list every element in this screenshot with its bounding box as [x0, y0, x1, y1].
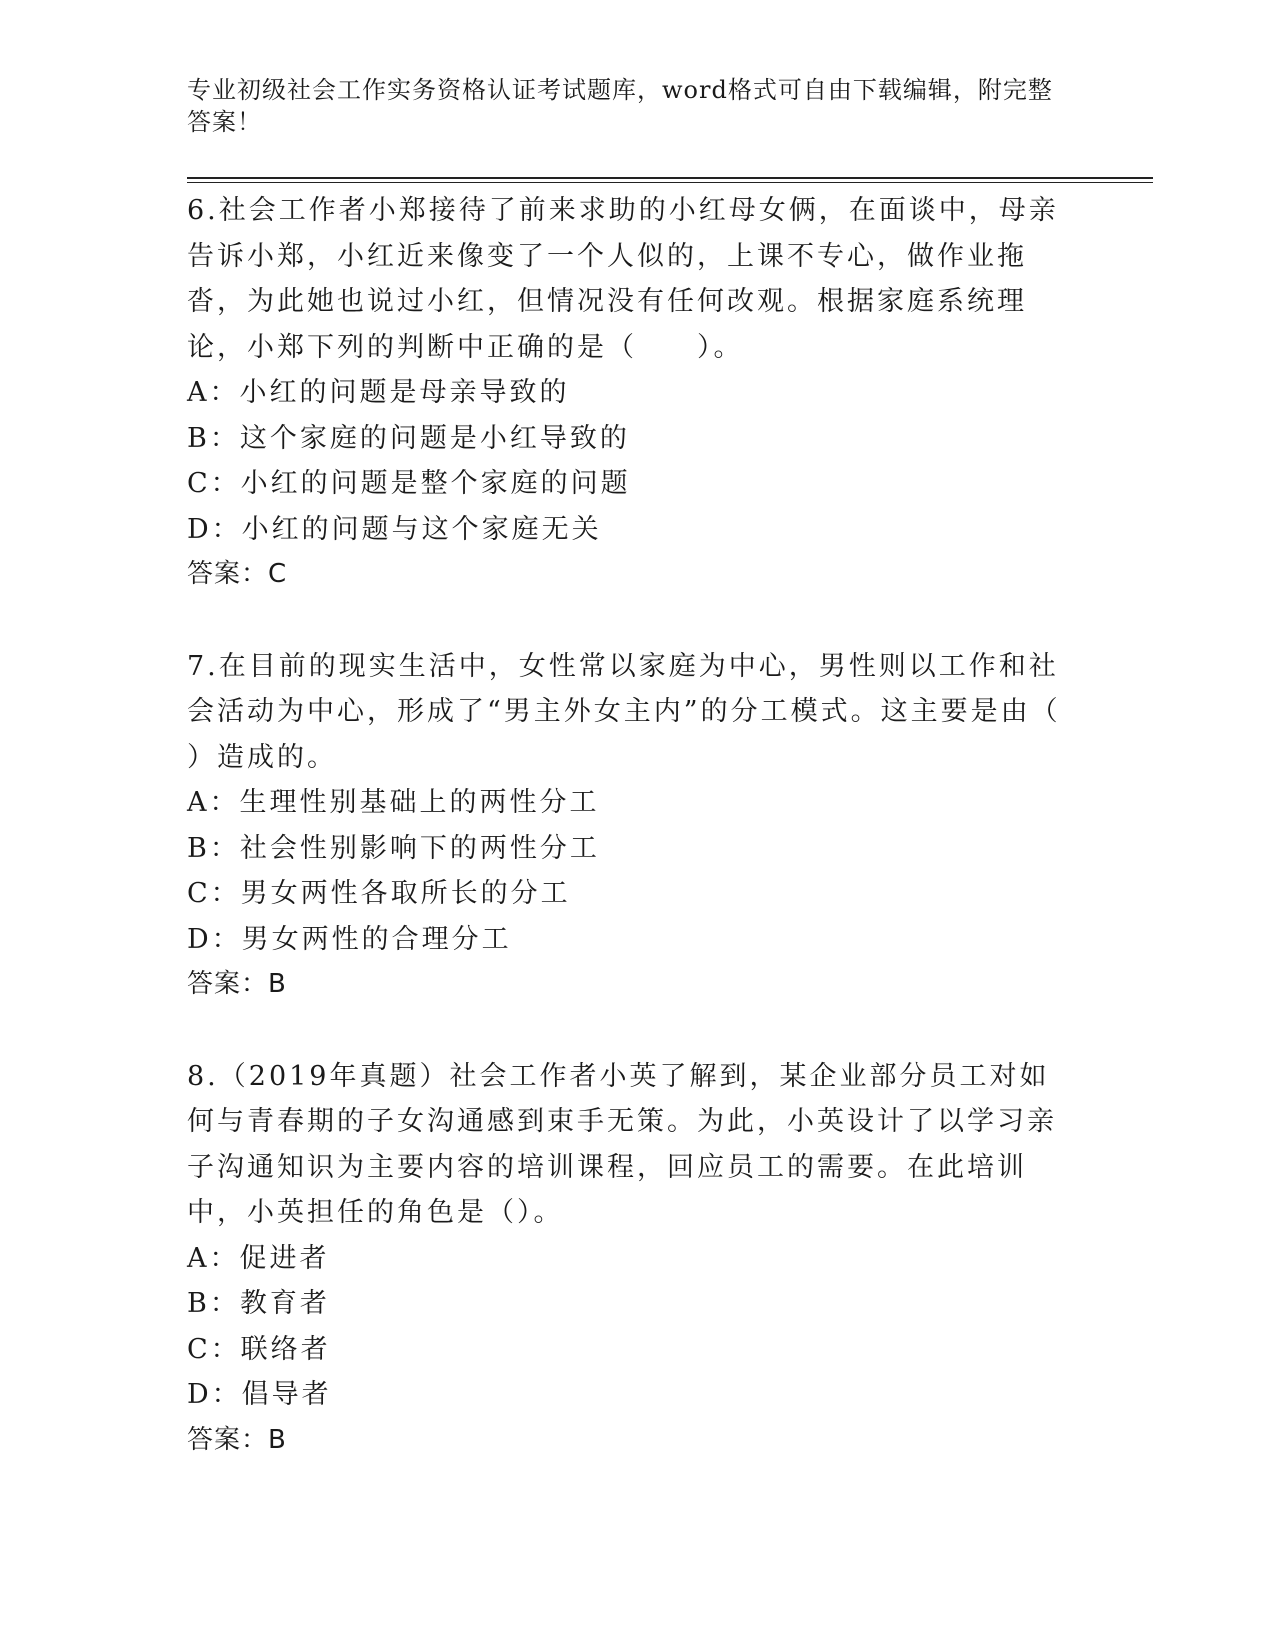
- question-8: [187, 1054, 1067, 1464]
- option-d: D：男女两性的合理分工: [187, 923, 512, 955]
- header-rule-thick: [187, 177, 1153, 179]
- header-rule-thin: [187, 182, 1153, 183]
- option-c: C：男女两性各取所长的分工: [187, 878, 571, 909]
- answer-line: 答案：C: [187, 559, 288, 589]
- question-7: [187, 644, 1067, 1008]
- question-stem: 6.社会工作者小郑接待了前来求助的小红母女俩，在面谈中，母亲告诉小郑，小红近来像变了一个人似的，上课不专心，做作业拖沓，为此她也说过小红，但情况没有任何改观。根据家庭系统理论，小郑下列的判断中正确的是（ ）。: [187, 195, 1059, 363]
- question-stem: 7.在目前的现实生活中，女性常以家庭为中心，男性则以工作和社会活动为中心，形成了“男主外女主内”的分工模式。这主要是由（ ）造成的。: [187, 650, 1061, 773]
- option-b: B：教育者: [187, 1288, 330, 1319]
- option-c: C：小红的问题是整个家庭的问题: [187, 468, 631, 499]
- option-a: A：促进者: [187, 1242, 330, 1274]
- option-d: D：倡导者: [187, 1379, 332, 1410]
- option-d: D：小红的问题与这个家庭无关: [187, 513, 602, 545]
- answer-line: 答案：B: [187, 969, 287, 999]
- option-c: C：联络者: [187, 1333, 331, 1365]
- option-b: B：社会性别影响下的两性分工: [187, 832, 600, 864]
- question-6: [187, 188, 1067, 598]
- option-b: B：这个家庭的问题是小红导致的: [187, 422, 630, 454]
- question-stem: 8.（2019年真题）社会工作者小英了解到，某企业部分员工对如何与青春期的子女沟通感到束手无策。为此，小英设计了以学习亲子沟通知识为主要内容的培训课程，回应员工的需要。在此培训中，小英担任的角色是（）。: [187, 1060, 1057, 1228]
- option-a: A：小红的问题是母亲导致的: [187, 377, 570, 408]
- answer-line: 答案：B: [187, 1424, 287, 1455]
- question-list: [187, 188, 1067, 1509]
- option-a: A：生理性别基础上的两性分工: [187, 787, 600, 818]
- page-header: 专业初级社会工作实务资格认证考试题库，word格式可自由下载编辑，附完整答案！: [187, 76, 1053, 136]
